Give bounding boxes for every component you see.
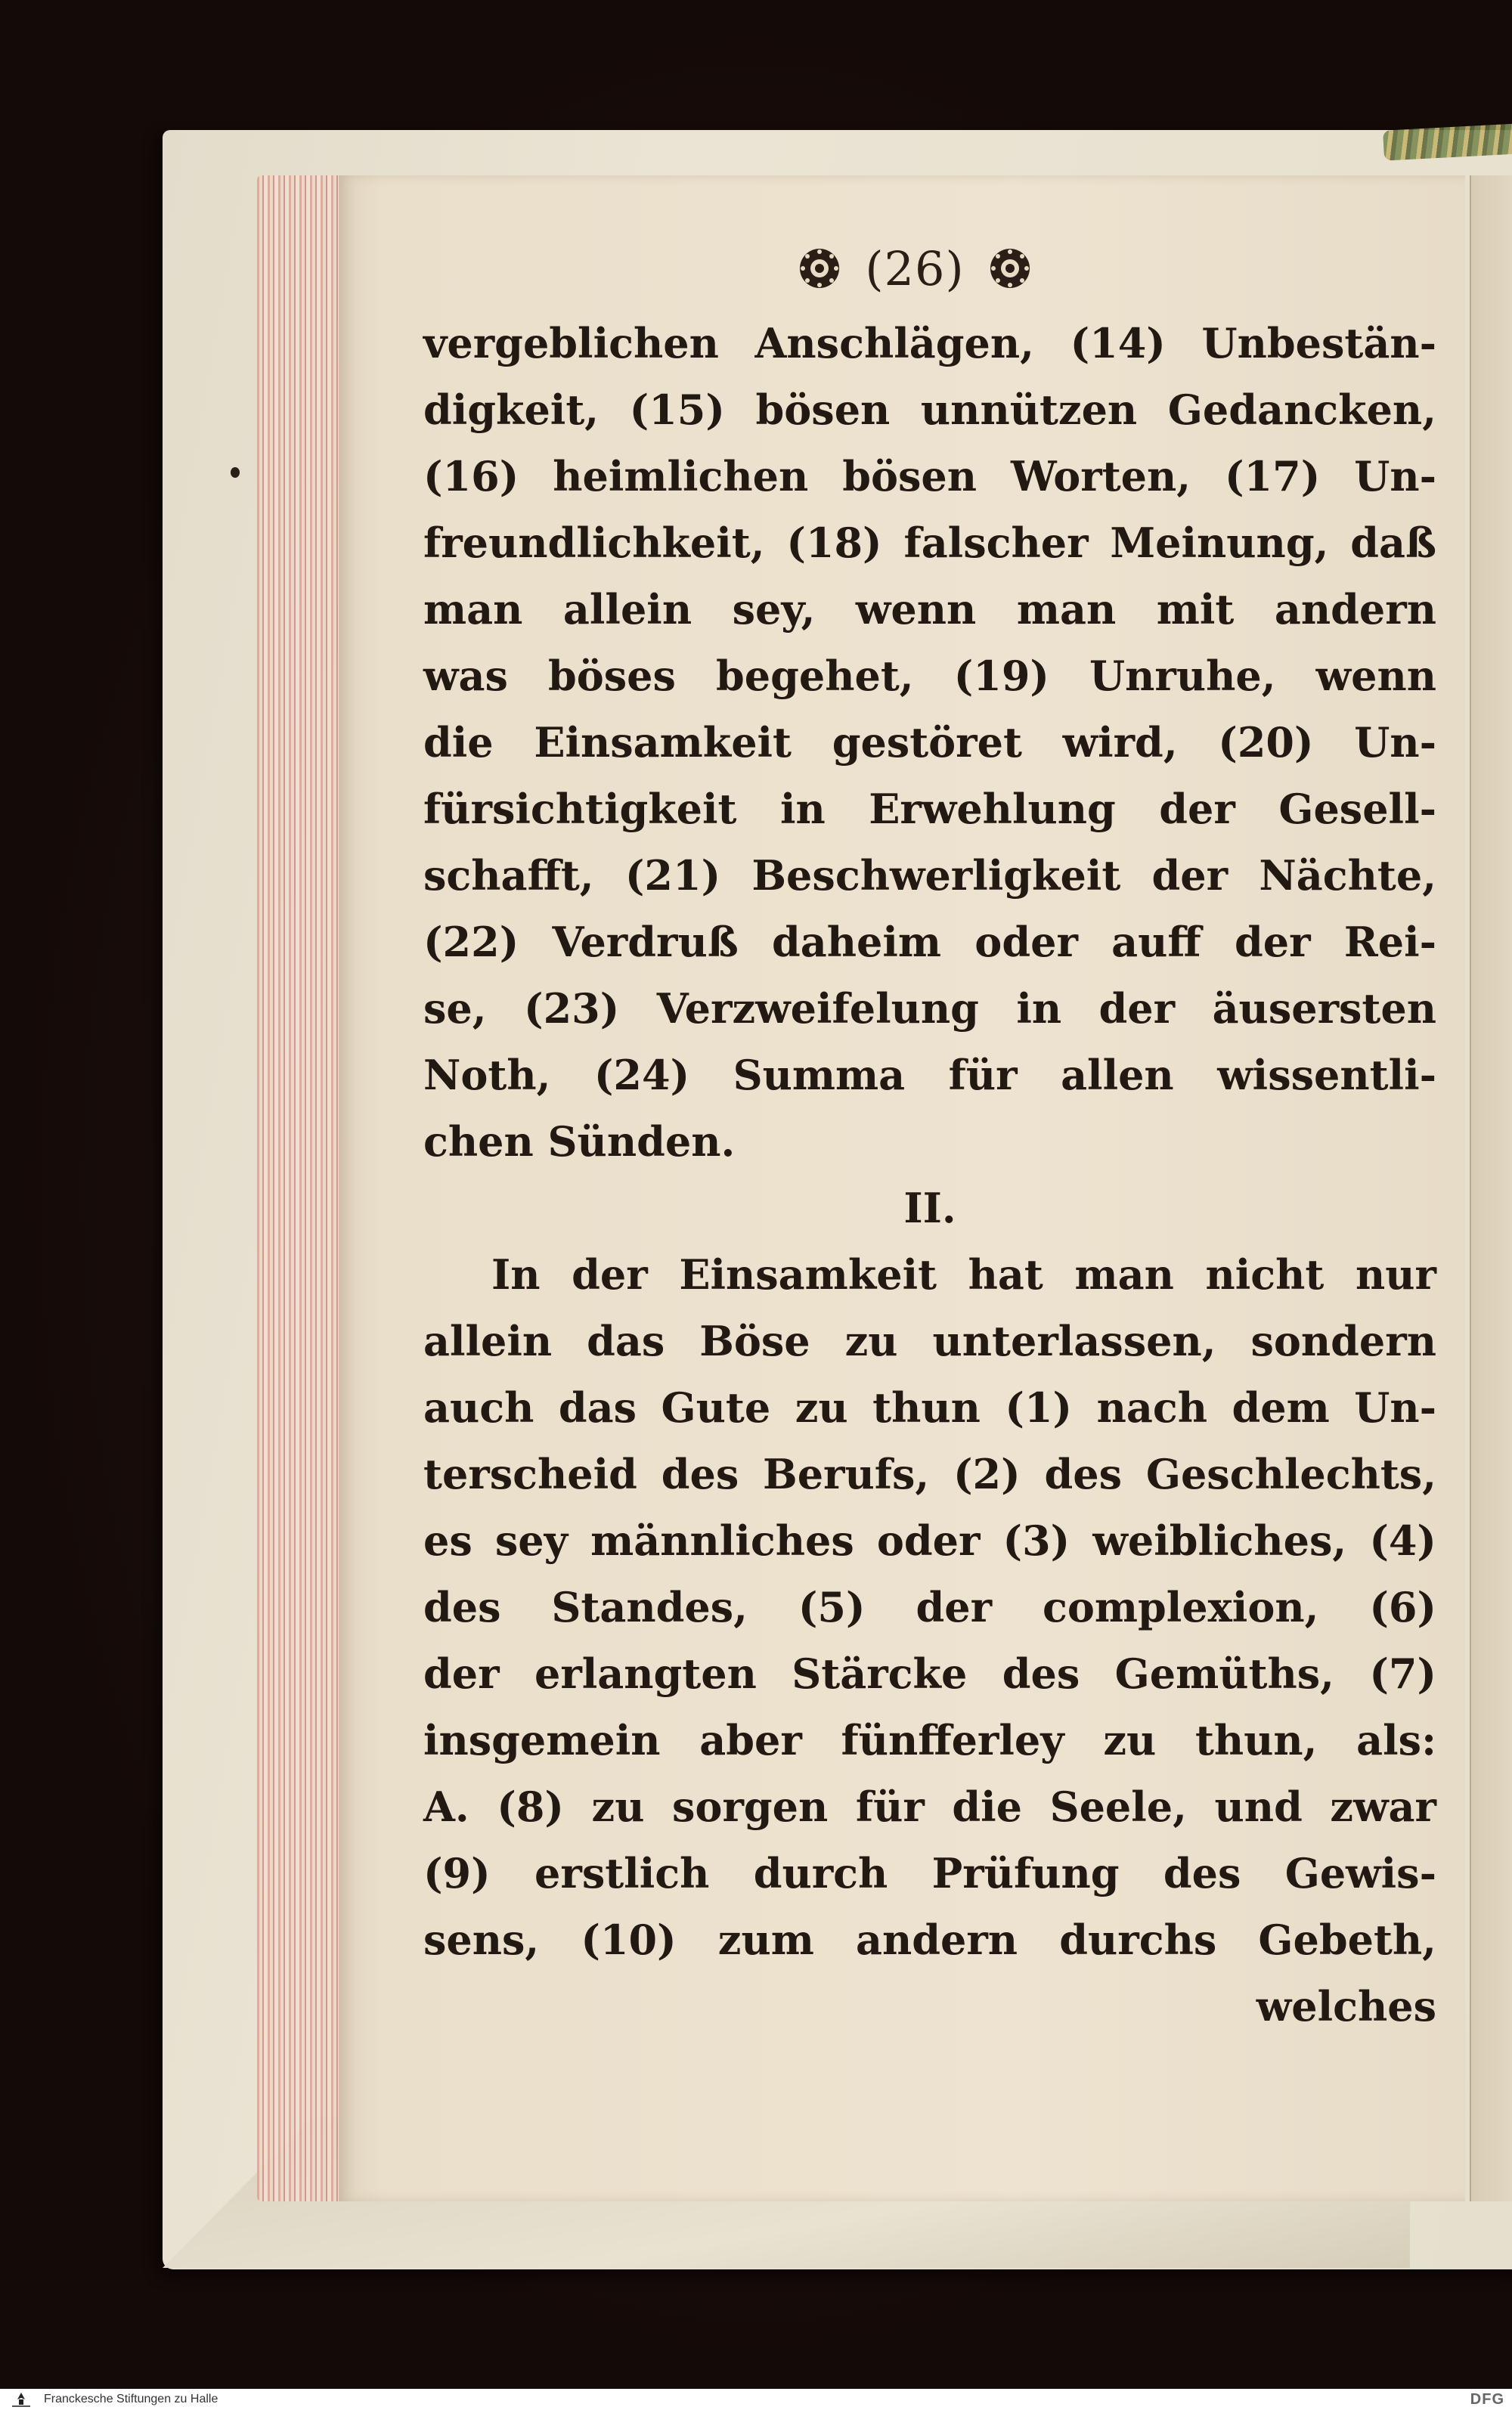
footer-bar [0,2389,1512,2410]
cover-mark [231,467,240,478]
text-line: A. (8) zu sorgen für die Seele, und zwar [423,1783,1436,1831]
text-line: (16) heimlichen bösen Worten, (17) Un- [423,452,1436,500]
text-line: (22) Verdruß daheim oder auff der Rei- [423,918,1436,966]
page-edges [257,175,340,2201]
text-line: insgemein aber fünfferley zu thun, als: [423,1716,1436,1764]
institution-logo-icon [5,2390,38,2408]
text-line: man allein sey, wenn man mit andern [423,585,1436,633]
text-line: auch das Gute zu thun (1) nach dem Un- [423,1383,1436,1432]
dfg-badge: DFG [1470,2390,1504,2408]
institution-name: Franckesche Stiftungen zu Halle [44,2393,218,2405]
text-line: vergeblichen Anschlägen, (14) Unbestän- [423,319,1436,367]
facing-page-edge [1470,175,1512,2201]
text-line: chen Sünden. [423,1117,736,1166]
text-line: was böses begehet, (19) Unruhe, wenn [423,652,1436,700]
catchword: welches [1256,1982,1436,2031]
text-line: se, (23) Verzweifelung in der äusersten [423,984,1436,1033]
text-line: allein das Böse zu unterlassen, sondern [423,1317,1436,1365]
text-line: es sey männliches oder (3) weibliches, (4) [423,1516,1436,1565]
page-body [423,310,1436,2040]
text-line: sens, (10) zum andern durchs Gebeth, [423,1916,1436,1964]
text-line: die Einsamkeit gestöret wird, (20) Un- [423,718,1436,767]
text-line: fürsichtigkeit in Erwehlung der Gesell- [423,785,1436,833]
flower-ornament-icon [797,246,842,291]
footer-left [0,2390,218,2408]
section-number: II. [903,1184,956,1232]
text-line: Noth, (24) Summa für allen wissentli- [423,1051,1436,1099]
page-header [756,234,1074,302]
text-line: terscheid des Berufs, (2) des Geschlechts, [423,1450,1436,1498]
text-line: schafft, (21) Beschwerligkeit der Nächte, [423,851,1436,900]
text-line: der erlangten Stärcke des Gemüths, (7) [423,1650,1436,1698]
text-line: (9) erstlich durch Prüfung des Gewis- [423,1849,1436,1897]
text-line: digkeit, (15) bösen unnützen Gedancken, [423,386,1436,434]
text-line: freundlichkeit, (18) falscher Meinung, daß [423,519,1436,567]
text-line: des Standes, (5) der complexion, (6) [423,1583,1436,1631]
text-line: In der Einsamkeit hat man nicht nur [491,1250,1436,1299]
flower-ornament-icon [987,246,1033,291]
page-number: (26) [865,240,965,296]
